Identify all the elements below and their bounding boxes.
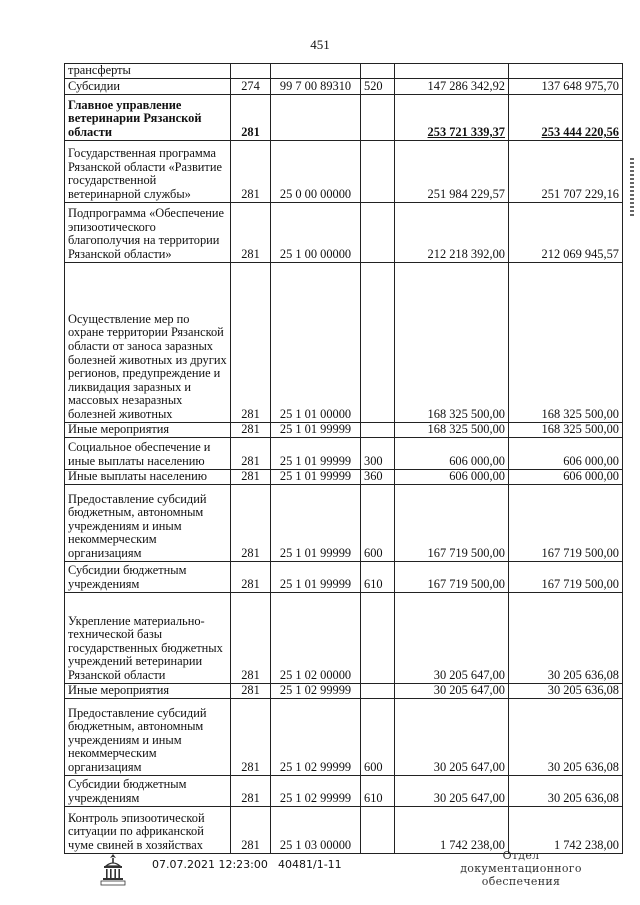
footer-datetime: 07.07.2021 12:23:00 — [152, 858, 268, 871]
row-expense-type-cell — [361, 683, 395, 698]
table-row — [65, 698, 623, 775]
row-gr-code-cell: 281 — [231, 683, 271, 698]
row-name-cell: Контроль эпизоотической ситуации по африканской чуме свиней в хозяйствах — [65, 806, 231, 853]
row-name-cell: Осуществление мер по охране территории Рязанской области от заноса заразных болезней животных из других регионов, предупреждение и ликвидация заразных и массовых незаразных болезней животных — [65, 262, 231, 422]
row-target-article-cell: 25 1 01 99999 — [271, 422, 361, 437]
row-gr-code-cell: 281 — [231, 422, 271, 437]
table-row — [65, 64, 623, 79]
scan-edge-mark — [630, 158, 634, 218]
row-amount-1-cell: 253 721 339,37 — [395, 94, 509, 140]
row-gr-code-cell: 281 — [231, 469, 271, 484]
row-expense-type-cell: 610 — [361, 561, 395, 592]
row-expense-type-cell — [361, 140, 395, 202]
row-gr-code-cell: 281 — [231, 202, 271, 262]
row-name-cell: Укрепление материально-технической базы государственных бюджетных учреждений ветеринарии Рязанской области — [65, 592, 231, 683]
row-gr-code-cell: 281 — [231, 262, 271, 422]
row-amount-1-cell: 167 719 500,00 — [395, 484, 509, 561]
row-expense-type-cell: 360 — [361, 469, 395, 484]
row-amount-1-cell: 167 719 500,00 — [395, 561, 509, 592]
row-amount-1-cell: 251 984 229,57 — [395, 140, 509, 202]
row-target-article-cell: 25 0 00 00000 — [271, 140, 361, 202]
row-amount-2-cell: 168 325 500,00 — [509, 422, 623, 437]
row-target-article-cell: 25 1 01 99999 — [271, 484, 361, 561]
row-gr-code-cell: 281 — [231, 806, 271, 853]
row-target-article-cell: 99 7 00 89310 — [271, 78, 361, 94]
row-amount-1-cell: 30 205 647,00 — [395, 698, 509, 775]
row-target-article-cell: 25 1 02 99999 — [271, 683, 361, 698]
row-expense-type-cell — [361, 64, 395, 79]
row-gr-code-cell — [231, 64, 271, 79]
row-expense-type-cell: 520 — [361, 78, 395, 94]
table-row — [65, 484, 623, 561]
row-target-article-cell: 25 1 03 00000 — [271, 806, 361, 853]
row-target-article-cell: 25 1 00 00000 — [271, 202, 361, 262]
table-row — [65, 561, 623, 592]
row-name-cell: Субсидии бюджетным учреждениям — [65, 775, 231, 806]
table-row — [65, 202, 623, 262]
row-amount-2-cell: 167 719 500,00 — [509, 484, 623, 561]
row-amount-1-cell — [395, 64, 509, 79]
row-name-cell: Иные мероприятия — [65, 422, 231, 437]
row-name-cell: Социальное обеспечение и иные выплаты населению — [65, 437, 231, 469]
row-gr-code-cell: 281 — [231, 561, 271, 592]
table-row — [65, 806, 623, 853]
table-row — [65, 437, 623, 469]
row-gr-code-cell: 281 — [231, 140, 271, 202]
budget-table-body — [65, 64, 623, 854]
row-target-article-cell: 25 1 01 99999 — [271, 437, 361, 469]
row-amount-2-cell: 168 325 500,00 — [509, 262, 623, 422]
row-gr-code-cell: 281 — [231, 437, 271, 469]
table-row — [65, 78, 623, 94]
row-amount-2-cell: 606 000,00 — [509, 469, 623, 484]
row-name-cell: Предоставление субсидий бюджетным, автономным учреждениям и иным некоммерческим организациям — [65, 484, 231, 561]
row-name-cell: Подпрограмма «Обеспечение эпизоотического благополучия на территории Рязанской области» — [65, 202, 231, 262]
row-target-article-cell: 25 1 02 00000 — [271, 592, 361, 683]
row-amount-2-cell: 30 205 636,08 — [509, 683, 623, 698]
row-name-cell: Субсидии бюджетным учреждениям — [65, 561, 231, 592]
table-row — [65, 262, 623, 422]
row-target-article-cell: 25 1 01 99999 — [271, 469, 361, 484]
row-expense-type-cell — [361, 202, 395, 262]
table-row — [65, 683, 623, 698]
page-number: 451 — [310, 37, 330, 52]
row-target-article-cell: 25 1 02 99999 — [271, 775, 361, 806]
row-name-cell: Предоставление субсидий бюджетным, автономным учреждениям и иным некоммерческим организациям — [65, 698, 231, 775]
row-amount-1-cell: 30 205 647,00 — [395, 592, 509, 683]
row-name-cell: Субсидии — [65, 78, 231, 94]
row-amount-2-cell: 1 742 238,00 — [509, 806, 623, 853]
row-amount-1-cell: 30 205 647,00 — [395, 683, 509, 698]
row-target-article-cell — [271, 94, 361, 140]
row-amount-1-cell: 1 742 238,00 — [395, 806, 509, 853]
row-expense-type-cell — [361, 806, 395, 853]
row-amount-1-cell: 212 218 392,00 — [395, 202, 509, 262]
row-expense-type-cell: 600 — [361, 698, 395, 775]
table-row — [65, 94, 623, 140]
row-expense-type-cell — [361, 262, 395, 422]
row-gr-code-cell: 281 — [231, 484, 271, 561]
row-expense-type-cell — [361, 592, 395, 683]
row-amount-2-cell: 167 719 500,00 — [509, 561, 623, 592]
row-target-article-cell: 25 1 02 99999 — [271, 698, 361, 775]
duma-logo-icon — [100, 852, 126, 886]
row-amount-2-cell: 251 707 229,16 — [509, 140, 623, 202]
row-gr-code-cell: 281 — [231, 592, 271, 683]
row-amount-1-cell: 168 325 500,00 — [395, 262, 509, 422]
row-gr-code-cell: 281 — [231, 775, 271, 806]
row-amount-2-cell: 30 205 636,08 — [509, 775, 623, 806]
row-amount-1-cell: 30 205 647,00 — [395, 775, 509, 806]
row-amount-2-cell: 137 648 975,70 — [509, 78, 623, 94]
table-row — [65, 592, 623, 683]
row-name-cell: Иные выплаты населению — [65, 469, 231, 484]
footer-document-id: 40481/1-11 — [278, 858, 342, 871]
row-amount-2-cell: 30 205 636,08 — [509, 698, 623, 775]
row-amount-1-cell: 147 286 342,92 — [395, 78, 509, 94]
row-name-cell: Иные мероприятия — [65, 683, 231, 698]
row-target-article-cell: 25 1 01 99999 — [271, 561, 361, 592]
row-amount-2-cell: 30 205 636,08 — [509, 592, 623, 683]
table-row — [65, 775, 623, 806]
table-row — [65, 140, 623, 202]
row-amount-2-cell: 606 000,00 — [509, 437, 623, 469]
table-row — [65, 422, 623, 437]
row-name-cell: Главное управление ветеринарии Рязанской области — [65, 94, 231, 140]
row-amount-1-cell: 606 000,00 — [395, 469, 509, 484]
row-expense-type-cell — [361, 422, 395, 437]
row-name-cell: трансферты — [65, 64, 231, 79]
row-amount-1-cell: 606 000,00 — [395, 437, 509, 469]
row-expense-type-cell: 300 — [361, 437, 395, 469]
row-name-cell: Государственная программа Рязанской области «Развитие государственной ветеринарной службы» — [65, 140, 231, 202]
row-target-article-cell — [271, 64, 361, 79]
row-amount-2-cell — [509, 64, 623, 79]
row-gr-code-cell: 281 — [231, 698, 271, 775]
row-gr-code-cell: 274 — [231, 78, 271, 94]
row-amount-2-cell: 212 069 945,57 — [509, 202, 623, 262]
row-amount-1-cell: 168 325 500,00 — [395, 422, 509, 437]
row-amount-2-cell: 253 444 220,56 — [509, 94, 623, 140]
row-target-article-cell: 25 1 01 00000 — [271, 262, 361, 422]
table-row — [65, 469, 623, 484]
budget-table — [64, 63, 623, 854]
row-expense-type-cell — [361, 94, 395, 140]
row-expense-type-cell: 610 — [361, 775, 395, 806]
row-expense-type-cell: 600 — [361, 484, 395, 561]
footer-department-stamp: Отдел документационного обеспечения — [460, 849, 582, 888]
row-gr-code-cell: 281 — [231, 94, 271, 140]
